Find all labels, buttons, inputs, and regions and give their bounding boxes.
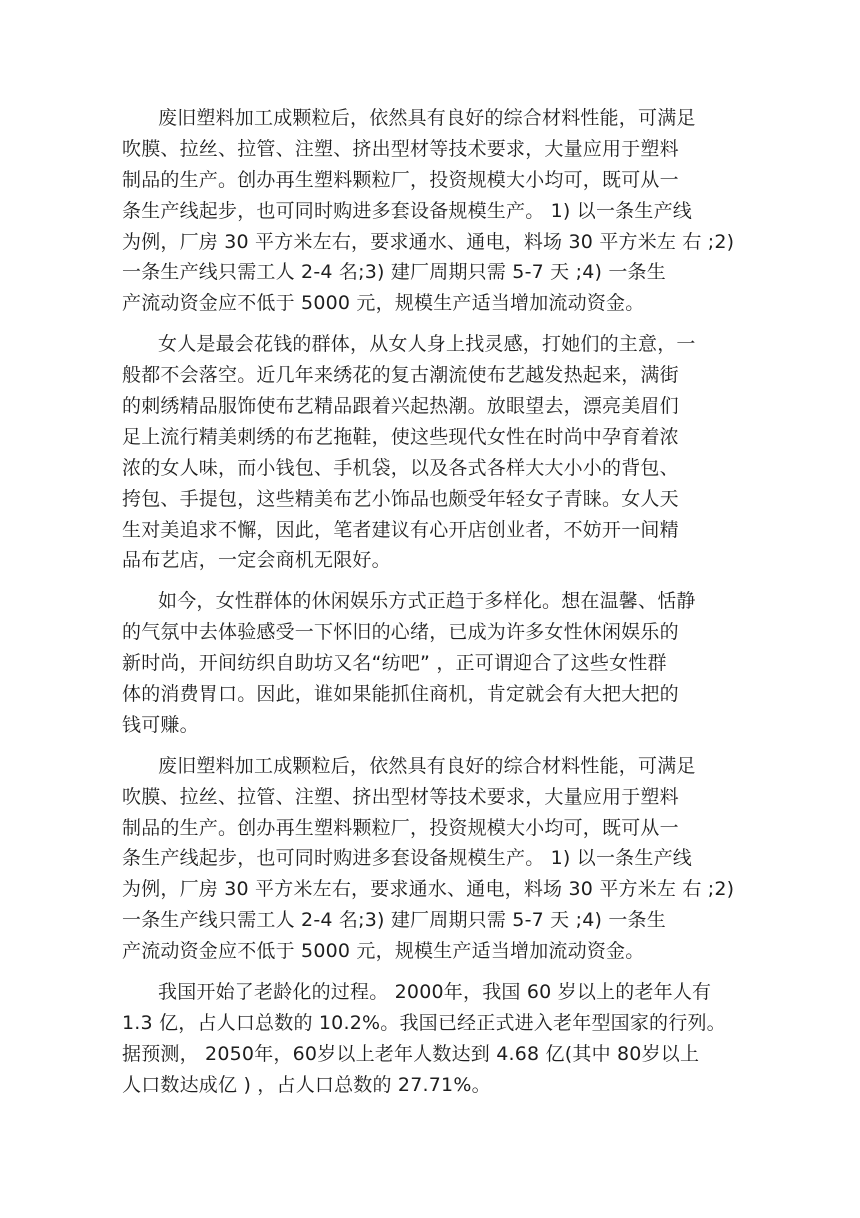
text-line: 1.3 亿，占人口总数的 10.2%。我国已经正式进入老年型国家的行列。 — [122, 1011, 726, 1034]
paragraph — [122, 977, 742, 1101]
text-line: 一条生产线只需工人 2-4 名;3) 建厂周期只需 5-7 天 ;4) 一条生 — [122, 261, 666, 284]
text-line: 挎包、手提包，这些精美布艺小饰品也颇受年轻女子青睐。女人天 — [122, 487, 679, 510]
text-line: 如今，女性群体的休闲娱乐方式正趋于多样化。想在温馨、恬静 — [158, 590, 696, 613]
text-line: 女人是最会花钱的群体，从女人身上找灵感，打她们的主意，一 — [158, 333, 696, 356]
text-line: 品布艺店，一定会商机无限好。 — [122, 549, 391, 572]
paragraph — [122, 329, 742, 576]
text-line: 条生产线起步，也可同时购进多套设备规模生产。 1) 以一条生产线 — [122, 847, 692, 870]
text-line: 废旧塑料加工成颗粒后，依然具有良好的综合材料性能，可满足 — [158, 107, 696, 129]
text-line: 为例，厂房 30 平方米左右，要求通水、通电，料场 30 平方米左 右 ;2) — [122, 878, 735, 901]
text-line: 浓的女人味，而小钱包、手机袋，以及各式各样大大小小的背包、 — [122, 456, 679, 479]
text-line: 钱可赚。 — [122, 713, 199, 736]
text-line: 制品的生产。创办再生塑料颗粒厂，投资规模大小均可，既可从一 — [122, 816, 679, 839]
text-line: 产流动资金应不低于 5000 元，规模生产适当增加流动资金。 — [122, 940, 645, 963]
text-line: 废旧塑料加工成颗粒后，依然具有良好的综合材料性能，可满足 — [158, 754, 696, 777]
text-line: 的气氛中去体验感受一下怀旧的心绪，已成为许多女性休闲娱乐的 — [122, 621, 679, 644]
text-line: 据预测， 2050年，60岁以上老年人数达到 4.68 亿(其中 80岁以上 — [122, 1042, 700, 1065]
document-page — [122, 103, 742, 1111]
text-line: 产流动资金应不低于 5000 元，规模生产适当增加流动资金。 — [122, 292, 645, 315]
paragraph — [122, 103, 742, 319]
paragraph — [122, 586, 742, 740]
text-line: 足上流行精美刺绣的布艺拖鞋，使这些现代女性在时尚中孕育着浓 — [122, 425, 679, 448]
text-line: 一条生产线只需工人 2-4 名;3) 建厂周期只需 5-7 天 ;4) 一条生 — [122, 909, 666, 932]
text-line: 的刺绣精品服饰使布艺精品跟着兴起热潮。放眼望去，漂亮美眉们 — [122, 395, 679, 418]
text-line: 吹膜、拉丝、拉管、注塑、挤出型材等技术要求，大量应用于塑料 — [122, 137, 679, 160]
paragraph — [122, 751, 742, 967]
text-line: 我国开始了老龄化的过程。 2000年，我国 60 岁以上的老年人有 — [158, 981, 712, 1004]
text-line: 人口数达成亿 ) ，占人口总数的 27.71%。 — [122, 1073, 491, 1096]
text-line: 为例，厂房 30 平方米左右，要求通水、通电，料场 30 平方米左 右 ;2) — [122, 230, 735, 253]
text-line: 新时尚，开间纺织自助坊又名“纺吧” ，正可谓迎合了这些女性群 — [122, 652, 667, 675]
text-line: 吹膜、拉丝、拉管、注塑、挤出型材等技术要求，大量应用于塑料 — [122, 785, 679, 808]
text-line: 条生产线起步，也可同时购进多套设备规模生产。 1) 以一条生产线 — [122, 199, 692, 222]
text-line: 制品的生产。创办再生塑料颗粒厂，投资规模大小均可，既可从一 — [122, 168, 679, 191]
text-line: 般都不会落空。近几年来绣花的复古潮流使布艺越发热起来，满街 — [122, 364, 679, 387]
text-line: 体的消费胃口。因此，谁如果能抓住商机，肯定就会有大把大把的 — [122, 683, 679, 706]
text-line: 生对美追求不懈，因此，笔者建议有心开店创业者，不妨开一间精 — [122, 518, 679, 541]
